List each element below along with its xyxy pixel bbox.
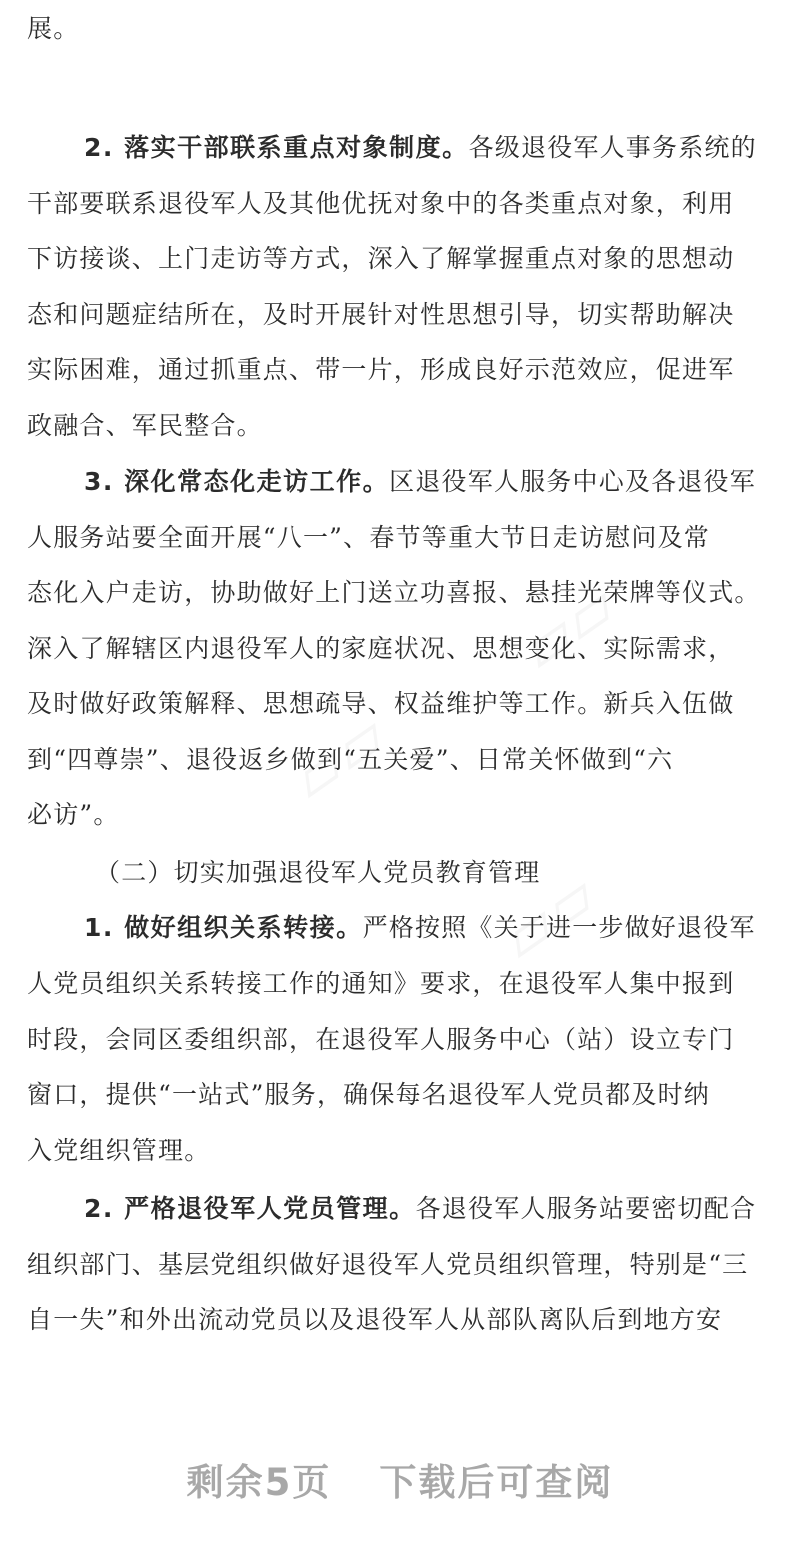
paragraph-line: 人服务站要全面开展“八一”、春节等重大节日走访慰问及常 <box>27 523 710 552</box>
paragraph-line: 深入了解辖区内退役军人的家庭状况、思想变化、实际需求， <box>27 634 735 663</box>
item-title: 1. 做好组织关系转接。 <box>84 913 363 942</box>
paragraph-line: 干部要联系退役军人及其他优抚对象中的各类重点对象，利用 <box>27 189 735 218</box>
remaining-pages-label: 剩余5页 <box>186 1461 332 1504</box>
section-heading: （二）切实加强退役军人党员教育管理 <box>95 858 541 887</box>
paragraph-line: 态化入户走访，协助做好上门送立功喜报、悬挂光荣牌等仪式。 <box>27 578 761 607</box>
numbered-item-heading <box>84 913 775 943</box>
item-title: 3. 深化常态化走访工作。 <box>84 467 390 496</box>
item-text: 各退役军人服务站要密切配合 <box>415 1194 757 1223</box>
numbered-item-heading <box>84 133 775 163</box>
paragraph-line: 人党员组织关系转接工作的通知》要求，在退役军人集中报到 <box>27 969 735 998</box>
paragraph-line: 政融合、军民整合。 <box>27 411 263 440</box>
paragraph-line: 窗口，提供“一站式”服务，确保每名退役军人党员都及时纳 <box>27 1080 710 1109</box>
paragraph-line: 到“四尊崇”、退役返乡做到“五关爱”、日常关怀做到“六 <box>27 745 674 774</box>
download-to-view-label: 下载后可查阅 <box>379 1461 614 1504</box>
paragraph-line: 入党组织管理。 <box>27 1136 211 1165</box>
item-text: 区退役军人服务中心及各退役军 <box>389 467 756 496</box>
paragraph-line: 实际困难，通过抓重点、带一片，形成良好示范效应，促进军 <box>27 355 735 384</box>
download-prompt[interactable] <box>0 1452 800 1506</box>
paragraph-line: 下访接谈、上门走访等方式，深入了解掌握重点对象的思想动 <box>27 244 735 273</box>
numbered-item-heading <box>84 467 775 497</box>
paragraph-line: 自一失”和外出流动党员以及退役军人从部队离队后到地方安 <box>27 1305 723 1334</box>
paragraph-line: 态和问题症结所在，及时开展针对性思想引导，切实帮助解决 <box>27 300 735 329</box>
numbered-item-heading <box>84 1194 775 1224</box>
paragraph-line: 组织部门、基层党组织做好退役军人党员组织管理，特别是“三 <box>27 1250 749 1279</box>
item-text: 各级退役军人事务系统的 <box>468 133 757 162</box>
paragraph-line: 及时做好政策解释、思想疏导、权益维护等工作。新兵入伍做 <box>27 689 735 718</box>
paragraph-line: 必访”。 <box>27 800 120 829</box>
item-title: 2. 严格退役军人党员管理。 <box>84 1194 416 1223</box>
paragraph-line: 时段，会同区委组织部，在退役军人服务中心（站）设立专门 <box>27 1025 735 1054</box>
item-text: 严格按照《关于进一步做好退役军 <box>362 913 756 942</box>
item-title: 2. 落实干部联系重点对象制度。 <box>84 133 469 162</box>
paragraph-line: 展。 <box>27 14 80 43</box>
